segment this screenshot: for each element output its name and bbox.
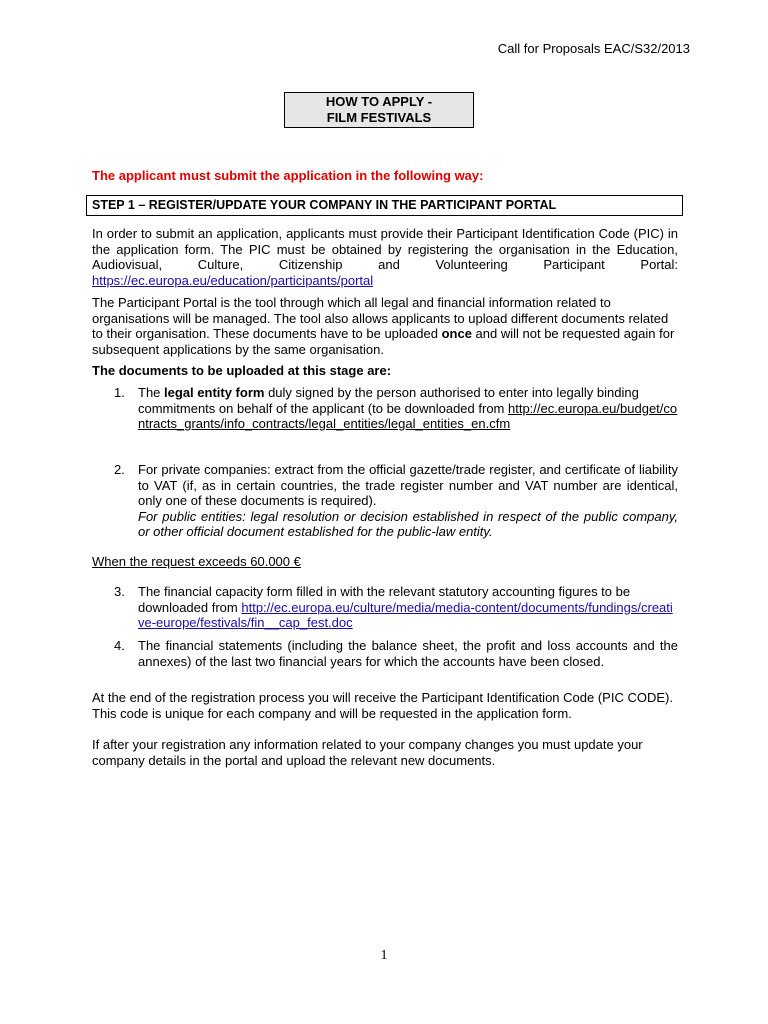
page-number: 1 — [380, 948, 388, 963]
documents-heading: The documents to be uploaded at this stage are: — [92, 363, 392, 378]
portal-link[interactable]: https://ec.europa.eu/education/participants/portal — [92, 272, 374, 288]
title-line-1: HOW TO APPLY - — [325, 94, 433, 109]
list-item-2-text: For private companies: extract from the official gazette/trade register, and certificate of liability to VAT (if, as in certain countries, the trade register number and VAT number are identical, only one of these documents is required). — [138, 462, 678, 508]
threshold-note: When the request exceeds 60.000 € — [92, 554, 301, 569]
title-box — [284, 92, 474, 128]
list-item-3-text: The financial capacity form filled in with the relevant statutory accounting figures to be downloaded from — [138, 584, 631, 615]
list-item-4-text: The financial statements (including the balance sheet, the profit and loss accounts and the annexes) of the last two financial years for which the accounts have been closed. — [138, 638, 678, 669]
list-item-1-pre: The — [138, 385, 161, 400]
paragraph-portal-text-before: The Participant Portal is the tool through which all legal and financial information related to organisations will be managed. The tool also allows applicants to upload different documents related to their organisation. These documents have to be uploaded — [92, 295, 669, 341]
list-item-1 — [114, 385, 678, 432]
list-item-1-number: 1. — [114, 385, 125, 400]
list-item-3-number: 3. — [114, 584, 125, 599]
list-item-4-number: 4. — [114, 638, 125, 653]
list-item-3 — [114, 584, 678, 631]
paragraph-portal-bold: once — [441, 326, 472, 341]
paragraph-portal-text-after: and will not be requested again for subsequent applications by the same organisation. — [92, 326, 675, 357]
legal-entity-link[interactable]: http://ec.europa.eu/budget/contracts_grants/info_contracts/legal_entities/legal_entities_en.cfm — [138, 400, 678, 431]
intro-statement: The applicant must submit the application in the following way: — [92, 168, 484, 183]
list-item-2-number: 2. — [114, 462, 125, 477]
list-item-2-italic: For public entities: legal resolution or decision established in respect of the public company, or other official document established for the public-law entity. — [138, 508, 678, 539]
paragraph-pic-text: In order to submit an application, applicants must provide their Participant Identification Code (PIC) in the application form. The PIC must be obtained by registering the organisation in the Education, Audiovisual, Culture, Citizenship and Volunteering Participant Portal: — [92, 226, 678, 272]
paragraph-pic — [92, 226, 678, 288]
step1-heading: STEP 1 – REGISTER/UPDATE YOUR COMPANY IN THE PARTICIPANT PORTAL — [86, 195, 683, 216]
list-item-1-text: duly signed by the person authorised to enter into legally binding commitments on behalf of the applicant (to be downloaded from — [138, 385, 639, 416]
financial-capacity-link[interactable]: http://ec.europa.eu/culture/media/media-content/documents/fundings/creative-europe/festivals/fin__cap_fest.doc — [138, 599, 673, 630]
paragraph-portal — [92, 295, 678, 357]
list-item-1-bold: legal entity form — [164, 385, 265, 400]
title-line-2: FILM FESTIVALS — [326, 110, 432, 125]
call-reference: Call for Proposals EAC/S32/2013 — [497, 41, 690, 56]
list-item-4 — [114, 638, 678, 669]
list-item-2 — [114, 462, 678, 540]
paragraph-update: If after your registration any information related to your company changes you must update your company details in the portal and upload the relevant new documents. — [92, 737, 643, 768]
paragraph-pic-code: At the end of the registration process you will receive the Participant Identification Code (PIC CODE). This code is unique for each company and will be requested in the application form. — [92, 690, 673, 721]
